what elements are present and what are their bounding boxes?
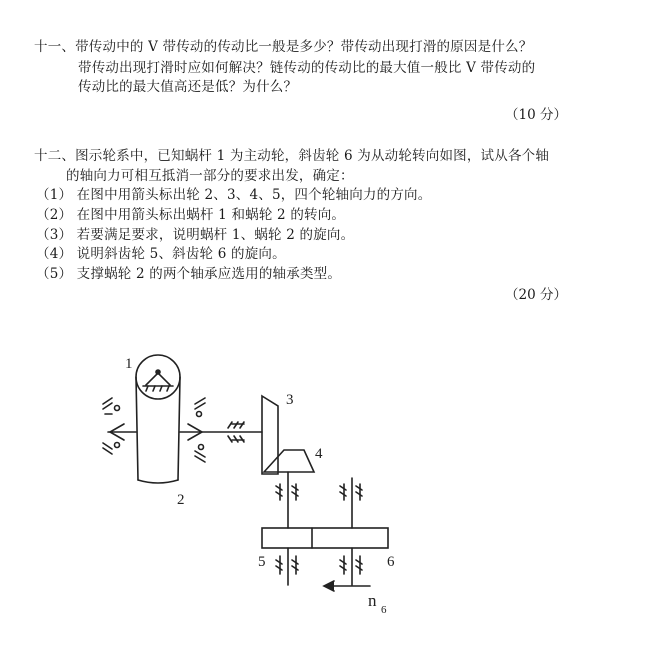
bevel-gear-4 (264, 450, 314, 528)
lower-bearing-icon (276, 556, 362, 574)
label-n-subscript: 6 (381, 604, 387, 616)
helical-gears-5-6 (262, 528, 388, 585)
worm-1 (136, 355, 180, 399)
n6-direction-arrow-icon (324, 581, 370, 591)
shaft6-bearing-icon (340, 478, 362, 528)
q11-line-3: 传动比的最大值高还是低？为什么？ (78, 79, 298, 95)
label-wheel-2: 2 (177, 492, 185, 508)
worm-shaft (108, 424, 262, 440)
q12-item-5: （5） 支撑蜗轮 2 的两个轴承应选用的轴承类型。 (36, 266, 342, 282)
label-wheel-6: 6 (387, 554, 395, 570)
shaft4-bearing-icon (276, 484, 298, 500)
q12-item-4: （4） 说明斜齿轮 5、斜齿轮 6 的旋向。 (36, 246, 286, 262)
q12-item-3: （3） 若要满足要求，说明蜗杆 1、蜗轮 2 的旋向。 (36, 227, 355, 243)
q12-line-1: 十二、图示轮系中，已知蜗杆 1 为主动轮，斜齿轮 6 为从动轮转向如图，试从各个轴 (34, 148, 550, 164)
q12-line-2: 的轴向力可相互抵消一部分的要求出发，确定： (66, 168, 354, 184)
q11-score: （10 分） (505, 107, 567, 123)
q12-item-1: （1） 在图中用箭头标出轮 2、3、4、5，四个轮轴向力的方向。 (36, 187, 432, 203)
label-wheel-1: 1 (125, 356, 133, 372)
q12-item-2: （2） 在图中用箭头标出蜗杆 1 和蜗轮 2 的转向。 (36, 207, 346, 223)
q12-score: （20 分） (505, 287, 567, 303)
q11-line-2: 带传动出现打滑时应如何解决？链传动的传动比的最大值一般比 V 带传动的 (78, 60, 536, 76)
left-bearing-icon (103, 398, 120, 454)
q11-line-1: 十一、带传动中的 V 带传动的传动比一般是多少？带传动出现打滑的原因是什么？ (34, 39, 533, 55)
label-wheel-3: 3 (286, 392, 294, 408)
label-wheel-5: 5 (258, 554, 266, 570)
bevel-gear-3 (262, 396, 278, 474)
label-wheel-4: 4 (315, 446, 323, 462)
label-n: n (368, 591, 377, 610)
